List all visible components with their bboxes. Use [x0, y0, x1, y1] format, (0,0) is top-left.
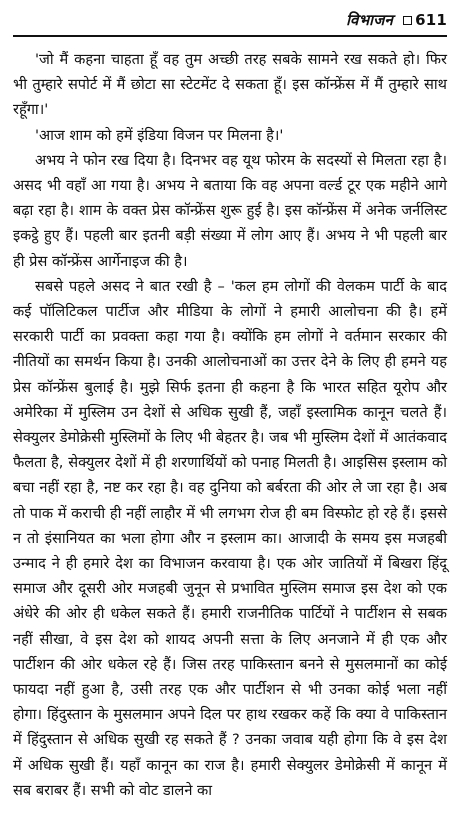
- paragraph-2: 'आज शाम को हमें इंडिया विजन पर मिलना है।': [35, 126, 284, 144]
- chapter-title: विभाजन: [346, 11, 394, 29]
- paragraph-1: 'जो मैं कहना चाहता हूँ वह तुम अच्छी तरह सबके सामने रख सकते हो। फिर भी तुम्हारे सपोर्ट में मैं छोटा सा स्टेटमेंट दे सकता हूँ। इस कॉन्फ्रेंस में मैं तुम्हारे साथ रहूँगा।': [13, 51, 447, 119]
- folio-square-icon: [403, 16, 412, 25]
- paragraph-4: सबसे पहले असद ने बात रखी है – 'कल हम लोगों की वेलकम पार्टी के बाद कई पॉलिटिकल पार्टीज और मीडिया के लोगों ने हमारी आलोचना की है। हमें सरकारी पार्टी का प्रवक्ता कहा गया है। क्योंकि हम लोगों ने वर्तमान सरकार की नीतियों का समर्थन किया है। उनकी आलोचनाओं का उत्तर देने के लिए ही हमने यह प्रेस कॉन्फ्रेंस बुलाई है। मुझे सिर्फ इतना ही कहना है कि भारत सहित यूरोप और अमेरिका में मुस्लिम उन देशों से अधिक सुखी हैं, जहाँ इस्लामिक कानून चलते हैं। सेक्युलर डेमोक्रेसी मुस्लिमों के लिए भी बेहतर है। जब भी मुस्लिम देशों में आतंकवाद फैलता है, सेक्युलर देशों में ही शरणार्थियों को पनाह मिलती है। आइसिस इस्लाम को बचा नहीं रहा है, नष्ट कर रहा है। वह दुनिया को बर्बरता की ओर ले जा रहा है। अब तो पाक में कराची ही नहीं लाहौर में भी लगभग रोज ही बम विस्फोट हो रहे हैं। इससे न तो इंसानियत का भला होगा और न इस्लाम का। आजादी के समय इस मजहबी उन्माद ने ही हमारे देश का विभाजन करवाया है। एक ओर जातियों में बिखरा हिंदू समाज और दूसरी ओर मजहबी जुनून से प्रभावित मुस्लिम समाज इस देश को एक अंधेरे की ओर ही धकेल सकते हैं। हमारी राजनीतिक पार्टियों ने पार्टीशन से सबक नहीं सीखा, वे इस देश को शायद अपनी सत्ता के लिए अनजाने में ही एक और पार्टीशन की ओर धकेल रहे हैं। जिस तरह पाकिस्तान बनने से मुसलमानों का कोई फायदा नहीं हुआ है, उसी तरह एक और पार्टीशन से भी उनका कोई भला नहीं होगा। हिंदुस्तान के मुसलमान अपने दिल पर हाथ रखकर कहें कि क्या वे पाकिस्तान में हिंदुस्तान से अधिक सुखी रह सकते हैं ? उनका जवाब यही होगा कि वे इस देश में अधिक सुखी हैं। यहाँ कानून का राज है। हमारी सेक्युलर डेमोक्रेसी में कानून में सब बराबर हैं। सभी को वोट डालने का: [13, 277, 447, 799]
- paragraph-3: अभय ने फोन रख दिया है। दिनभर वह यूथ फोरम के सदस्यों से मिलता रहा है। असद भी वहाँ आ गया है। अभय ने बताया कि वह अपना वर्ल्ड टूर एक महीने आगे बढ़ा रहा है। शाम के वक्त प्रेस कॉन्फ्रेंस शुरू हुई है। इस कॉन्फ्रेंस में अनेक जर्नलिस्ट इकट्ठे हुए हैं। पहली बार इतनी बड़ी संख्या में लोग आए हैं। अभय ने भी पहली बार ही प्रेस कॉन्फ्रेंस आर्गेनाइज की है।: [13, 151, 447, 270]
- body-text: [13, 47, 447, 803]
- page-number: 611: [415, 11, 447, 29]
- header-rule: [13, 35, 447, 37]
- running-head: [13, 8, 447, 32]
